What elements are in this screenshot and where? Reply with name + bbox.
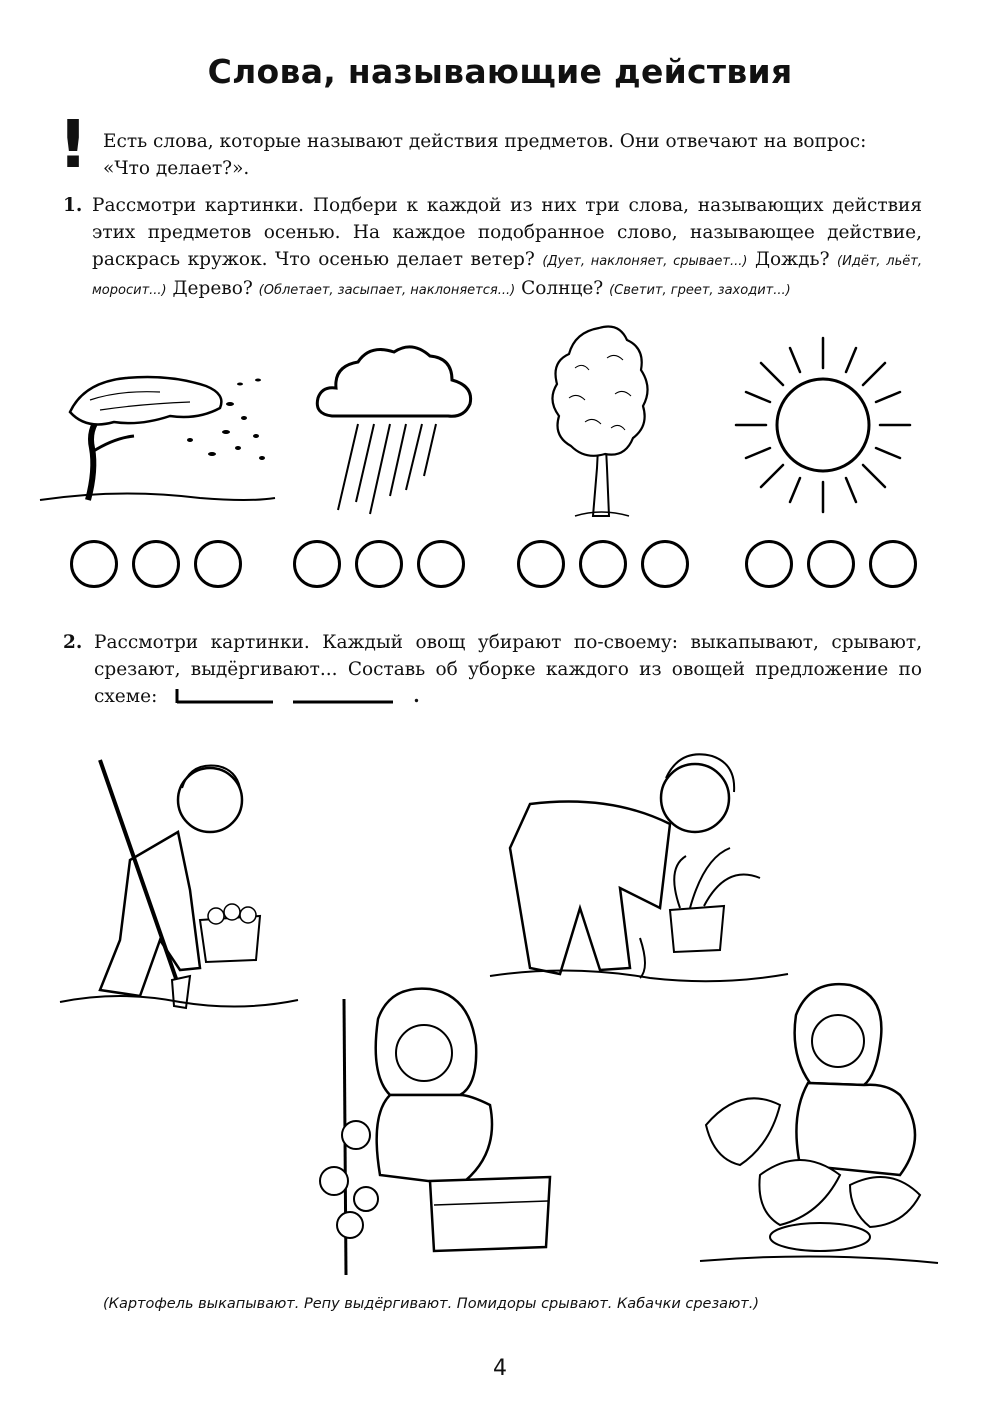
answer-circle-rain-1[interactable] xyxy=(293,540,341,588)
task1-instruction: Рассмотри картинки. Подбери к каждой из них три слова, называющих действия этих предметов осенью. На каждое подобранное слово, называющее действие, раскрась кружок. Что осенью делает ветер? xyxy=(92,195,922,270)
page-number: 4 xyxy=(493,1356,507,1381)
task2-number: 2. xyxy=(63,632,83,653)
windy-tree-icon xyxy=(30,360,280,520)
answer-circle-sun-1[interactable] xyxy=(745,540,793,588)
sun-icon xyxy=(728,330,918,520)
answer-circle-tree-3[interactable] xyxy=(641,540,689,588)
answer-circle-wind-1[interactable] xyxy=(70,540,118,588)
task1-text xyxy=(92,192,922,304)
answer-circle-tree-2[interactable] xyxy=(579,540,627,588)
task2-text xyxy=(94,629,922,710)
task1-number: 1. xyxy=(63,195,83,216)
task2-answers: (Картофель выкапывают. Репу выдёргивают. Помидоры срывают. Кабачки срезают.) xyxy=(103,1296,759,1312)
girl-picking-tomatoes-icon xyxy=(310,985,560,1275)
boy-pulling-beet-icon xyxy=(490,738,790,988)
rule-note xyxy=(103,128,923,182)
answer-circle-rain-2[interactable] xyxy=(355,540,403,588)
scheme-period: . xyxy=(413,686,420,707)
answer-circle-tree-1[interactable] xyxy=(517,540,565,588)
tree-icon xyxy=(545,318,655,518)
page-title: Слова, называющие действия xyxy=(207,52,793,91)
task2-instruction: Рассмотри картинки. Каждый овощ убирают по-своему: выкапывают, срывают, срезают, выдёргивают... Составь об уборке каждого из овощей предложение по схеме: xyxy=(94,632,922,707)
hint-sun: (Светит, греет, заходит...) xyxy=(609,283,791,298)
rain-cloud-icon xyxy=(312,340,477,520)
question-tree: Дерево? xyxy=(172,278,253,299)
boy-digging-icon xyxy=(60,740,300,1020)
question-rain: Дождь? xyxy=(754,249,830,270)
hint-wind: (Дует, наклоняет, срывает...) xyxy=(542,254,748,269)
rule-note-line2: «Что делает?». xyxy=(103,158,250,179)
answer-circle-wind-3[interactable] xyxy=(194,540,242,588)
answer-circle-sun-3[interactable] xyxy=(869,540,917,588)
answer-circle-wind-2[interactable] xyxy=(132,540,180,588)
exclamation-icon: ! xyxy=(58,106,89,183)
hint-rain: (Идёт, льёт, моросит...) xyxy=(92,254,922,298)
rule-note-line1: Есть слова, которые называют действия предметов. Они отвечают на вопрос: xyxy=(103,131,867,152)
girl-cutting-zucchini-icon xyxy=(700,975,940,1275)
sentence-scheme-icon xyxy=(173,687,413,707)
answer-circle-rain-3[interactable] xyxy=(417,540,465,588)
question-sun: Солнце? xyxy=(521,278,604,299)
answer-circle-sun-2[interactable] xyxy=(807,540,855,588)
hint-tree: (Облетает, засыпает, наклоняется...) xyxy=(258,283,516,298)
